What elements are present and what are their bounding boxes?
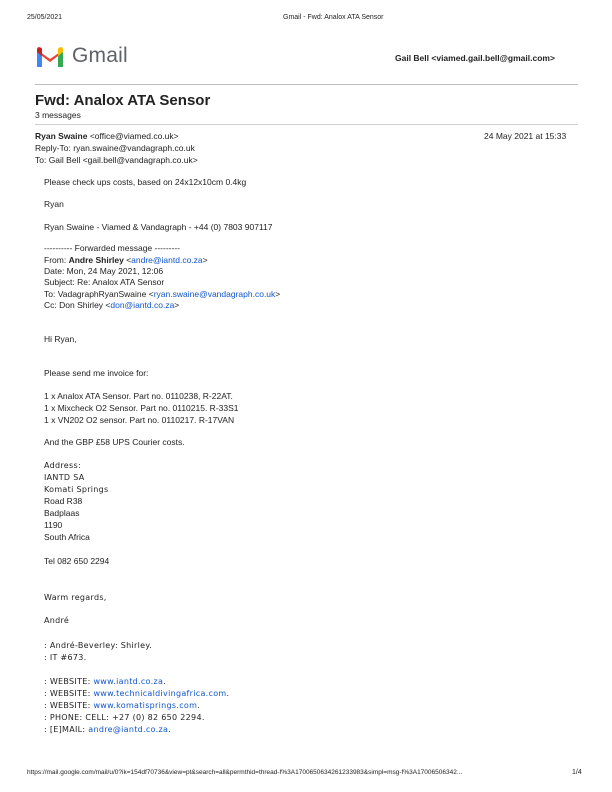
fwd-to-label: To: VadagraphRyanSwaine < xyxy=(44,289,154,299)
list-item: 1 x Mixcheck O2 Sensor. Part no. 0110215. R-33S1 xyxy=(44,403,239,413)
fwd-date: Date: Mon, 24 May 2021, 12:06 xyxy=(44,266,164,276)
list-item: 1 x Analox ATA Sensor. Part no. 0110238, R-22AT. xyxy=(44,391,233,401)
sender-name: Ryan Swaine xyxy=(35,131,88,141)
message-count: 3 messages xyxy=(35,110,81,120)
fwd-to xyxy=(44,289,280,301)
address-link-country[interactable]: South Africa xyxy=(44,532,90,542)
sig-website-3 xyxy=(44,700,200,712)
print-page-title: Gmail - Fwd: Analox ATA Sensor xyxy=(283,14,384,21)
header-divider xyxy=(35,84,578,85)
sig-website-end: . xyxy=(163,677,166,686)
print-url: https://mail.google.com/mail/u/0?ik=154df70736&view=pt&search=all&permthid=thread-f%3A1700650634261233983&simpl=msg-f%3A17006506342... xyxy=(27,769,463,776)
sender-email: <office@viamed.co.uk> xyxy=(89,131,179,141)
message-timestamp: 24 May 2021 at 15:33 xyxy=(484,131,567,141)
website-link-iantd[interactable]: www.iantd.co.za xyxy=(93,677,164,686)
courier-costs: And the GBP £58 UPS Courier costs. xyxy=(44,437,185,447)
website-link-komatisprings[interactable]: www.komatisprings.com xyxy=(93,701,198,710)
address-link-road[interactable]: Road R38 xyxy=(44,496,83,506)
list-item: 1 x VN202 O2 sensor. Part no. 0110217. R-17VAN xyxy=(44,415,235,425)
gmail-logo-text: Gmail xyxy=(72,44,128,67)
body-intro: Please check ups costs, based on 24x12x10cm 0.4kg xyxy=(44,177,247,187)
fwd-subject: Subject: Re: Analox ATA Sensor xyxy=(44,277,165,287)
fwd-from-name: Andre Shirley xyxy=(68,255,124,265)
fwd-to-close: > xyxy=(275,289,281,299)
regards: Warm regards, xyxy=(44,593,107,602)
address-org: IANTD SA xyxy=(44,473,85,482)
address-link-postcode[interactable]: 1190 xyxy=(44,520,63,530)
fwd-cc-close: > xyxy=(174,300,180,310)
address-place: Komati Springs xyxy=(44,485,109,494)
sign-full: Ryan Swaine - Viamed & Vandagraph - +44 (0) 7803 907117 xyxy=(44,222,273,232)
print-date: 25/05/2021 xyxy=(27,14,63,21)
sig-website-label: : WEBSITE: xyxy=(44,689,94,698)
fwd-to-email-link[interactable]: ryan.swaine@vandagraph.co.uk xyxy=(153,289,276,299)
address-link-town[interactable]: Badplaas xyxy=(44,508,80,518)
sig-email xyxy=(44,724,171,736)
sig-it-number: : IT #673. xyxy=(44,653,87,662)
sig-email-end: . xyxy=(168,725,172,734)
fwd-from-open: < xyxy=(123,255,132,265)
subject-divider xyxy=(35,124,578,125)
reply-to: Reply-To: ryan.swaine@vandagraph.co.uk xyxy=(35,143,195,153)
sig-website-end: . xyxy=(197,701,201,710)
account-identity: Gail Bell <viamed.gail.bell@gmail.com> xyxy=(395,53,555,63)
to-recipient: To: Gail Bell <gail.bell@vandagraph.co.uk> xyxy=(35,155,198,165)
website-link-technicaldiving[interactable]: www.technicaldivingafrica.com xyxy=(93,689,227,698)
invoice-request: Please send me invoice for: xyxy=(44,368,149,378)
fwd-from-label: From: xyxy=(44,255,69,265)
sig-name: : André-Beverley: Shirley. xyxy=(44,641,153,650)
sig-email-link[interactable]: andre@iantd.co.za xyxy=(88,725,169,734)
thread-subject: Fwd: Analox ATA Sensor xyxy=(35,92,211,109)
telephone: Tel 082 650 2294 xyxy=(44,556,110,566)
sig-website-2 xyxy=(44,688,229,700)
fwd-cc-label: Cc: Don Shirley < xyxy=(44,300,111,310)
sign-name: Ryan xyxy=(44,199,64,209)
fwd-from-email-link[interactable]: andre@iantd.co.za xyxy=(131,255,203,265)
sig-phone: : PHONE: CELL: +27 (0) 82 650 2294. xyxy=(44,713,205,722)
fwd-cc-email-link[interactable]: don@iantd.co.za xyxy=(110,300,175,310)
address-label: Address: xyxy=(44,461,81,470)
fwd-from-close: > xyxy=(202,255,208,265)
sig-website-1 xyxy=(44,676,166,688)
sig-website-label: : WEBSITE: xyxy=(44,677,94,686)
forward-marker: ---------- Forwarded message --------- xyxy=(44,243,180,253)
fwd-from xyxy=(44,255,208,267)
gmail-logo-icon[interactable] xyxy=(35,45,65,69)
sig-website-label: : WEBSITE: xyxy=(44,701,94,710)
greeting: Hi Ryan, xyxy=(44,334,77,344)
signoff-name: André xyxy=(44,616,70,625)
fwd-cc xyxy=(44,300,179,312)
print-page-number: 1/4 xyxy=(572,769,582,776)
sig-website-end: . xyxy=(226,689,230,698)
sender-line xyxy=(35,131,179,141)
sig-email-label: : [E]MAIL: xyxy=(44,725,89,734)
